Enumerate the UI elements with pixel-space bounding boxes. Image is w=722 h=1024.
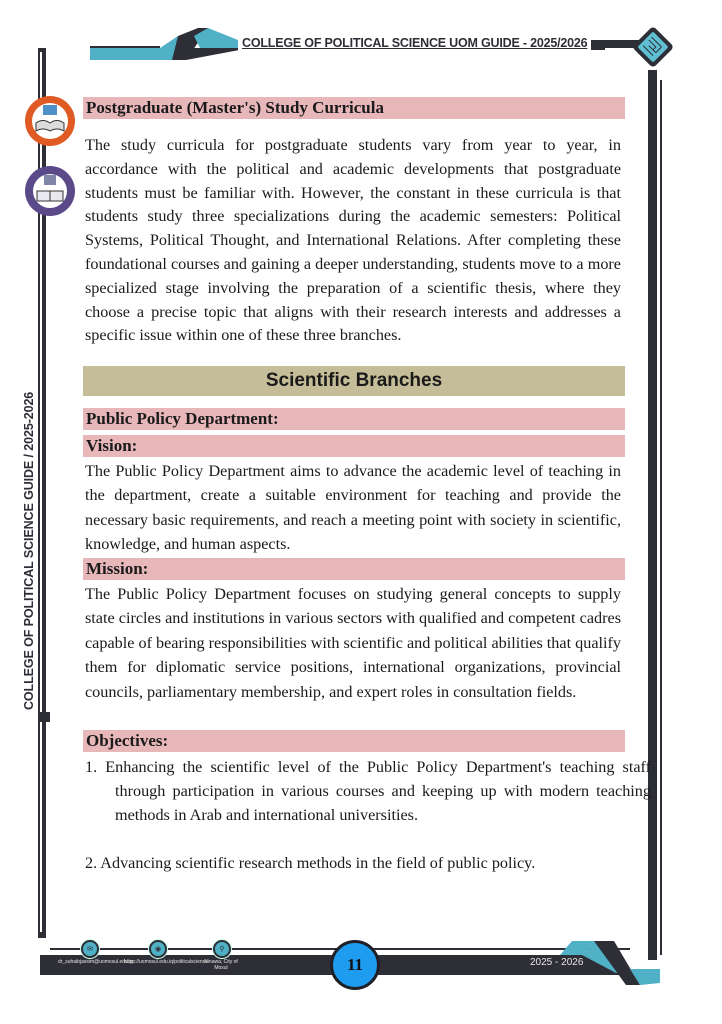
vision-heading: Vision: — [83, 435, 625, 457]
side-title-block — [40, 712, 50, 722]
mission-heading: Mission: — [83, 558, 625, 580]
side-title: COLLEGE OF POLITICAL SCIENCE GUIDE / 2025-2026 — [22, 391, 36, 710]
web-icon: ◉ — [149, 940, 167, 958]
scientific-branches-heading: Scientific Branches — [83, 366, 625, 396]
footer-website[interactable]: https://uomosul.edu.iq/politicalscience — [124, 959, 208, 965]
frame-ribbon-top-left — [90, 28, 250, 68]
college-logo — [24, 165, 76, 217]
objective-item-2: 2. Advancing scientific research methods in the field of public policy. — [85, 854, 536, 872]
footer-location: Ninawa, City of Mosul — [204, 959, 238, 971]
frame-right-line — [660, 80, 662, 955]
email-icon: ✉ — [81, 940, 99, 958]
footer-year-range: 2025 - 2026 — [530, 957, 584, 968]
department-heading: Public Policy Department: — [83, 408, 625, 430]
vision-paragraph: The Public Policy Department aims to advance the academic level of teaching in the department, create a suitable environment for teaching and provide the necessary basic requirements, and reach a meeting point with society in scientific, knowledge, and human aspects. — [85, 462, 621, 554]
emblem-diamond-icon — [628, 22, 678, 72]
footer-email[interactable]: dr_suhaibjassim@uomosul.edu.iq — [58, 959, 134, 965]
objective-item-1: 1. Enhancing the scientific level of the Public Policy Department's teaching staff through participation in various courses and keeping up with modern teaching methods in Arab and international universities. — [85, 758, 651, 824]
postgraduate-paragraph: The study curricula for postgraduate students vary from year to year, in accordance with the political and academic developments that postgraduate students must be familiar with. However, the constant in these curricula is that students study three specializations during the academic semesters: Political Systems, Political Thought, and International Relations. After completing these foundational courses and gaining a deeper understanding, students move to a more specialized stage involving the preparation of a scientific thesis, where they choose a precise topic that aligns with their research interests and addresses a specific issue within one of these three branches. — [85, 136, 621, 345]
header-title: COLLEGE OF POLITICAL SCIENCE UOM GUIDE - 2025/2026 — [238, 35, 591, 51]
university-logo — [24, 95, 76, 147]
page-number: 11 — [330, 940, 380, 990]
objectives-heading: Objectives: — [83, 730, 625, 752]
location-icon: ⚲ — [213, 940, 231, 958]
mission-paragraph: The Public Policy Department focuses on studying general concepts to supply state circles and institutions in various sectors with qualified and competent cadres capable of bearing responsibilities with scientific and political abilities that qualify them for diplomatic service positions, international organizations, provincial councils, parliamentary membership, and expert roles in consultation fields. — [85, 585, 621, 701]
section-heading-postgraduate: Postgraduate (Master's) Study Curricula — [83, 97, 625, 119]
